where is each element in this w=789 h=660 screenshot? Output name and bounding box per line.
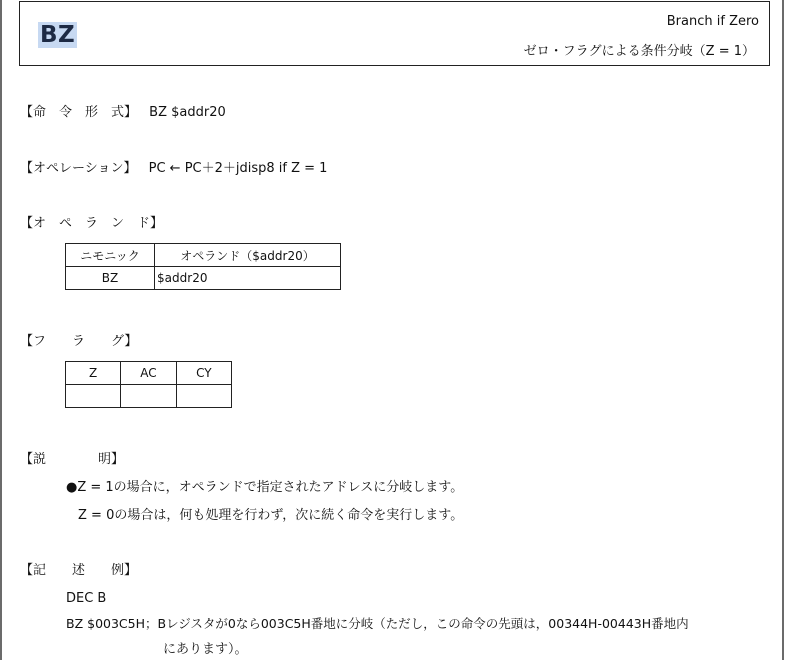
table-row	[66, 385, 232, 408]
description-line-1: ●Z = 1の場合に，オペランドで指定されたアドレスに分岐します。	[66, 480, 464, 495]
operand-label: 【オ ペ ラ ン ド】	[20, 216, 164, 231]
operation-section	[20, 160, 327, 178]
operand-cell-mnemonic: BZ	[66, 267, 155, 290]
instruction-header	[19, 1, 770, 66]
flag-header-cy: CY	[176, 362, 231, 385]
mnemonic-title[interactable]: BZ	[40, 22, 76, 48]
english-name: Branch if Zero	[666, 14, 759, 29]
page-edge-right	[782, 0, 784, 660]
operation-label: 【オペレーション】	[20, 161, 137, 176]
description-line-2: Z = 0の場合は，何も処理を行わず，次に続く命令を実行します。	[78, 508, 464, 523]
flag-cell-z	[66, 385, 121, 408]
flag-cell-ac	[121, 385, 176, 408]
example-line-2: BZ $003C5H；Bレジスタが0なら003C5H番地に分岐（ただし，この命令の先頭は，00344H-00443H番地内	[66, 616, 689, 631]
flag-header-z: Z	[66, 362, 121, 385]
table-row	[66, 267, 341, 290]
japanese-name: ゼロ・フラグによる条件分岐（Z = 1）	[523, 44, 755, 59]
description-label: 【説 明】	[20, 452, 125, 467]
flags-label: 【フ ラ グ】	[20, 334, 138, 349]
flag-table	[65, 361, 232, 408]
table-header-row	[66, 244, 341, 267]
table-header-row	[66, 362, 232, 385]
operand-header-operand: オペランド（$addr20）	[155, 244, 341, 267]
page-edge-left	[0, 0, 2, 660]
example-line-1: DEC B	[66, 591, 107, 606]
example-line-3: にあります）。	[163, 642, 248, 657]
flag-header-ac: AC	[121, 362, 176, 385]
operand-table	[65, 243, 341, 290]
format-value: BZ $addr20	[149, 105, 226, 120]
operand-header-mnemonic: ニモニック	[66, 244, 155, 267]
format-label: 【命 令 形 式】	[20, 105, 138, 120]
operand-cell-operand: $addr20	[155, 267, 341, 290]
example-label: 【記 述 例】	[20, 563, 138, 578]
operation-value: PC ← PC＋2＋jdisp8 if Z = 1	[148, 161, 328, 176]
flag-cell-cy	[176, 385, 231, 408]
format-section	[20, 104, 226, 122]
